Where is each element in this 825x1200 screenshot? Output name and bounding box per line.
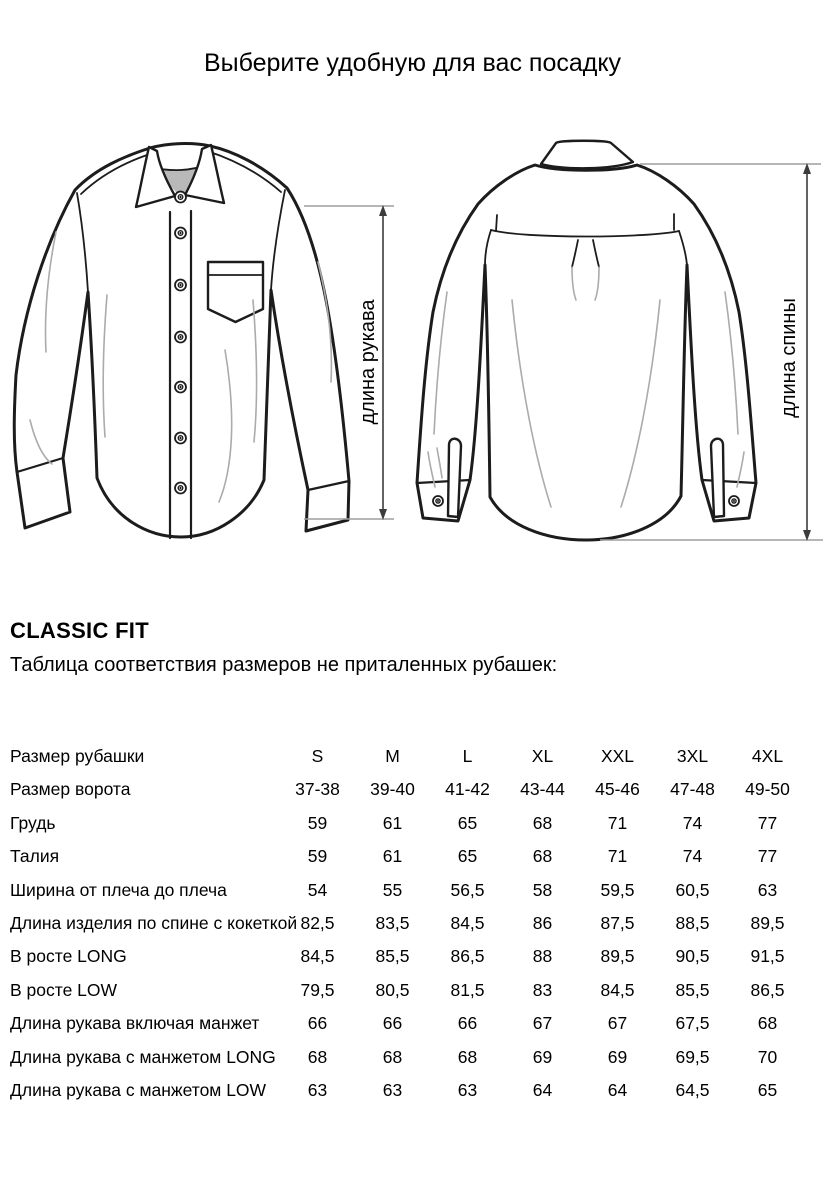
cell-value: 59 — [307, 812, 328, 833]
size-column-header: 4XL — [751, 746, 784, 766]
cell-value: 86,5 — [750, 979, 785, 1000]
shirt-diagrams — [0, 115, 825, 585]
cell-value: 68 — [307, 1046, 328, 1067]
front-shirt-drawing — [14, 144, 349, 538]
cell-value: 86 — [532, 912, 553, 933]
cell-value: 37-38 — [295, 779, 340, 800]
cell-value: 66 — [457, 1013, 478, 1034]
back-collar — [541, 141, 633, 169]
cell-value: 59 — [307, 846, 328, 867]
sleeve-length-label: длина рукава — [357, 299, 379, 425]
table-row — [10, 974, 810, 1007]
cell-value: 63 — [457, 1079, 478, 1100]
cell-value: 68 — [382, 1046, 403, 1067]
row-label: Размер ворота — [10, 779, 131, 800]
table-row — [10, 907, 810, 940]
cell-value: 83 — [532, 979, 553, 1000]
cell-value: 65 — [457, 846, 478, 867]
cell-value: 68 — [532, 846, 553, 867]
table-row — [10, 807, 810, 840]
cell-value: 66 — [382, 1013, 403, 1034]
cell-value: 90,5 — [675, 946, 710, 967]
page-title: Выберите удобную для вас посадку — [203, 49, 622, 77]
cell-value: 55 — [382, 879, 403, 900]
row-label: Грудь — [10, 812, 56, 833]
table-header-row — [10, 740, 810, 773]
cell-value: 88 — [532, 946, 553, 967]
cell-value: 63 — [382, 1079, 403, 1100]
cell-value: 71 — [607, 846, 628, 867]
table-row — [10, 773, 810, 806]
cell-value: 68 — [757, 1013, 778, 1034]
cell-value: 89,5 — [750, 912, 785, 933]
cell-value: 87,5 — [600, 912, 635, 933]
cell-value: 67 — [607, 1013, 628, 1034]
cell-value: 89,5 — [600, 946, 635, 967]
cell-value: 39-40 — [370, 779, 415, 800]
cell-value: 60,5 — [675, 879, 710, 900]
cell-value: 88,5 — [675, 912, 710, 933]
size-column-header: XXL — [600, 746, 635, 766]
size-column-header: S — [311, 746, 324, 766]
table-row — [10, 940, 810, 973]
cell-value: 85,5 — [675, 979, 710, 1000]
table-row — [10, 1074, 810, 1107]
cell-value: 43-44 — [520, 779, 565, 800]
cell-value: 64 — [532, 1079, 553, 1100]
cell-value: 84,5 — [450, 912, 485, 933]
cell-value: 82,5 — [300, 912, 335, 933]
cell-value: 84,5 — [300, 946, 335, 967]
table-row — [10, 840, 810, 873]
cell-value: 70 — [757, 1046, 778, 1067]
cell-value: 69 — [532, 1046, 553, 1067]
cell-value: 66 — [307, 1013, 328, 1034]
cell-value: 84,5 — [600, 979, 635, 1000]
cell-value: 59,5 — [600, 879, 635, 900]
row-label: Длина рукава с манжетом LONG — [10, 1046, 276, 1067]
cell-value: 77 — [757, 846, 778, 867]
cell-value: 65 — [757, 1079, 778, 1100]
cell-value: 67 — [532, 1013, 553, 1034]
cell-value: 69 — [607, 1046, 628, 1067]
cell-value: 61 — [382, 846, 403, 867]
cell-value: 69,5 — [675, 1046, 710, 1067]
cell-value: 67,5 — [675, 1013, 710, 1034]
cell-value: 74 — [682, 846, 703, 867]
cell-value: 45-46 — [595, 779, 640, 800]
row-label: Длина рукава включая манжет — [10, 1013, 260, 1034]
cell-value: 77 — [757, 812, 778, 833]
cell-value: 81,5 — [450, 979, 485, 1000]
cell-value: 86,5 — [450, 946, 485, 967]
cell-value: 80,5 — [375, 979, 410, 1000]
table-row — [10, 1007, 810, 1040]
cell-value: 63 — [307, 1079, 328, 1100]
cell-value: 64,5 — [675, 1079, 710, 1100]
cell-value: 83,5 — [375, 912, 410, 933]
row-label: Длина изделия по спине с кокеткой — [10, 912, 298, 933]
size-table — [10, 740, 810, 1107]
right-sleeve-placket — [711, 439, 724, 517]
cell-value: 79,5 — [300, 979, 335, 1000]
cell-value: 41-42 — [445, 779, 490, 800]
cell-value: 61 — [382, 812, 403, 833]
back-length-label: длина спины — [778, 298, 800, 418]
left-sleeve-placket — [448, 439, 461, 517]
cell-value: 74 — [682, 812, 703, 833]
table-row — [10, 1041, 810, 1074]
cell-value: 49-50 — [745, 779, 790, 800]
table-row — [10, 874, 810, 907]
cell-value: 64 — [607, 1079, 628, 1100]
cell-value: 68 — [532, 812, 553, 833]
size-column-header: M — [385, 746, 400, 766]
row-label: В росте LOW — [10, 979, 118, 1000]
size-column-header: 3XL — [676, 746, 709, 766]
row-label: В росте LONG — [10, 946, 127, 967]
row-label: Длина рукава с манжетом LOW — [10, 1079, 267, 1100]
cell-value: 65 — [457, 812, 478, 833]
cell-value: 54 — [307, 879, 328, 900]
shirt-back-outline — [417, 165, 756, 540]
table-subtitle: Таблица соответствия размеров не приталенных рубашек: — [10, 654, 558, 676]
back-shirt-drawing — [417, 141, 756, 540]
cell-value: 58 — [532, 879, 553, 900]
cell-value: 56,5 — [450, 879, 485, 900]
cell-value: 71 — [607, 812, 628, 833]
row-label: Размер рубашки — [10, 746, 145, 766]
cell-value: 91,5 — [750, 946, 785, 967]
size-column-header: XL — [531, 746, 554, 766]
cell-value: 85,5 — [375, 946, 410, 967]
size-column-header: L — [462, 746, 473, 766]
cell-value: 68 — [457, 1046, 478, 1067]
classic-fit-heading: CLASSIC FIT — [10, 618, 149, 643]
row-label: Ширина от плеча до плеча — [10, 879, 227, 900]
cell-value: 63 — [757, 879, 778, 900]
row-label: Талия — [10, 846, 60, 867]
cell-value: 47-48 — [670, 779, 715, 800]
